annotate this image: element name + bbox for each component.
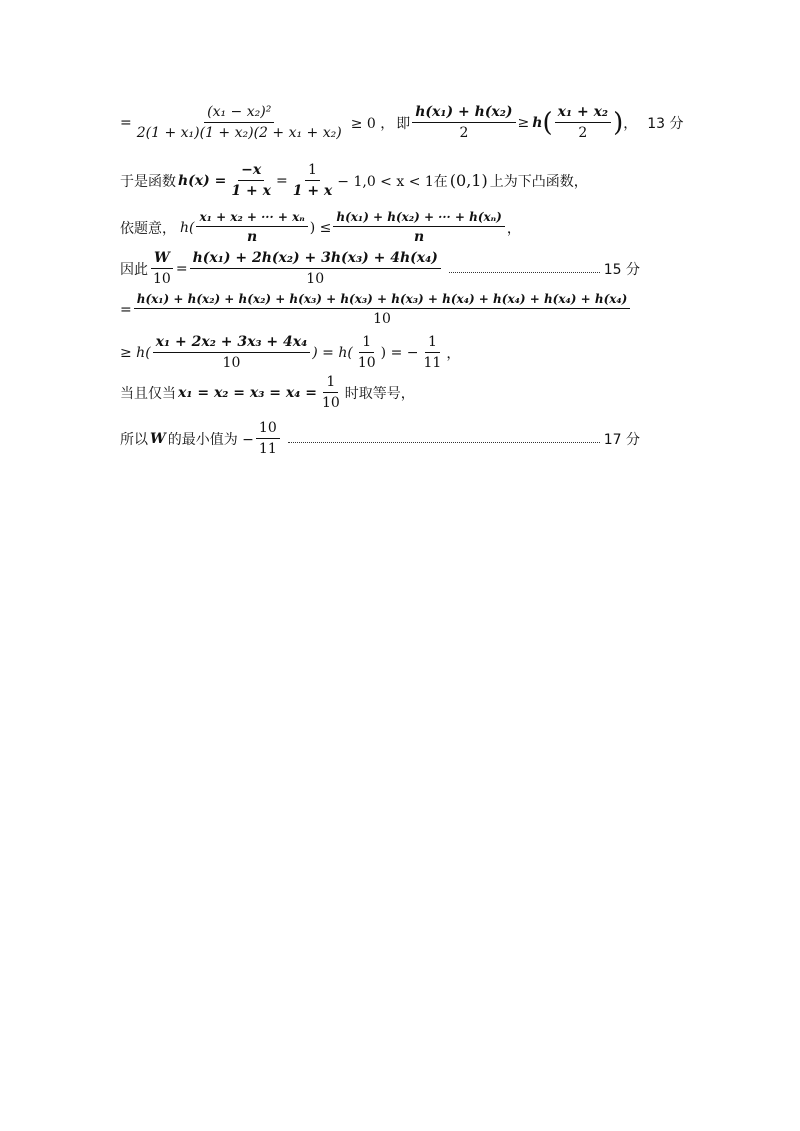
left-paren: (	[542, 107, 553, 138]
fraction-one-over: $\frac{1}{1 + x}$	[292, 162, 333, 199]
fraction-weighted-x: $\frac{\text{x₁ + 2x₂ + 3x₃ + 4x₄}}{10}$	[153, 334, 311, 371]
dot-leader	[288, 442, 600, 443]
fraction-x-mean: $\frac{\text{x₁ + x₂ + ··· + xₙ}}{n}$	[196, 210, 307, 245]
proof-line-8	[120, 420, 640, 457]
fraction-w-over-10: $\frac{W}{10}$	[153, 250, 171, 287]
equals-minus: ) = −	[380, 344, 419, 361]
score-mark: 15 分	[603, 261, 640, 278]
fraction-x-average: $\frac{\text{x₁ + x₂}}{2}$	[555, 104, 611, 141]
right-paren: )	[613, 107, 624, 138]
dot-leader	[449, 272, 600, 273]
fraction-ten-elevenths: $\frac{10}{11}$	[256, 420, 280, 457]
ji-text: 即	[396, 115, 411, 132]
proof-line-6	[120, 334, 640, 371]
equals-sign: =	[275, 172, 288, 189]
proof-line-3	[120, 210, 640, 245]
proof-line-1	[120, 104, 684, 141]
fraction-neg-x: $\frac{-x}{1 + x}$	[231, 162, 271, 199]
geq-sign: ≥	[517, 114, 530, 131]
proof-line-5	[120, 292, 640, 327]
equals-h: ) = h(	[312, 344, 353, 361]
fraction-h-mean: $\frac{\text{h(x₁) + h(x₂) + ··· + h(xₙ)}}{n}$	[333, 210, 504, 245]
equals-sign: =	[120, 301, 132, 318]
fraction-one-eleventh: $\frac{1}{11}$	[423, 334, 442, 371]
text: 因此	[120, 261, 148, 278]
geq-h-open: ≥ h(	[120, 344, 151, 361]
text: 当且仅当	[120, 385, 176, 402]
comma: ，	[506, 220, 521, 237]
equals-sign: =	[175, 260, 188, 277]
domain-condition: − 1,0 < x < 1在	[337, 173, 448, 190]
text: 依题意，	[120, 220, 176, 237]
equals-sign: =	[120, 114, 132, 131]
proof-line-2	[120, 162, 640, 199]
score-mark: 17 分	[603, 431, 640, 448]
proof-line-4	[120, 250, 640, 287]
geq-zero: ≥ 0 ，	[350, 115, 395, 132]
proof-line-7	[120, 374, 640, 411]
fraction-h-average: $\frac{\text{h(x₁) + h(x₂)}}{2}$	[412, 104, 515, 141]
fraction-one-tenth: $\frac{1}{10}$	[357, 334, 376, 371]
text: 时取等号，	[344, 385, 415, 402]
h-of-x: h(x) =	[178, 172, 227, 189]
w-variable: W	[150, 430, 166, 447]
fraction-one-tenth: $\frac{1}{10}$	[321, 374, 340, 411]
comma: ，	[623, 115, 638, 132]
interval: (0,1)	[449, 171, 488, 190]
leq-sign: ) ≤	[309, 219, 332, 236]
text: 的最小值为 −	[167, 431, 254, 448]
text: 所以	[120, 431, 148, 448]
h-open: h(	[180, 219, 195, 236]
fraction-expanded-sum: h(x₁) + h(x₂) + h(x₂) + h(x₃) + h(x₃) + h(x₃) + h(x₄) + h(x₄) + h(x₄) + h(x₄) 10	[134, 292, 631, 327]
fraction-weighted-h: $\frac{\text{h(x₁) + 2h(x₂) + 3h(x₃) + 4h(x₄)}}{10}$	[190, 250, 441, 287]
score-mark: 13 分	[647, 115, 684, 132]
text: 于是函数	[120, 173, 176, 190]
h-function: h	[532, 114, 543, 131]
comma: ，	[446, 345, 461, 362]
equality-chain: x₁ = x₂ = x₃ = x₄ =	[178, 384, 317, 401]
fraction-difference-squared: $\frac{\text{(x₁ − x₂)²}}{\text{2(1 + x₁)(1 + x₂)(2 + x₁ + x₂)}}$	[136, 104, 342, 141]
text: 上为下凸函数，	[489, 173, 588, 190]
